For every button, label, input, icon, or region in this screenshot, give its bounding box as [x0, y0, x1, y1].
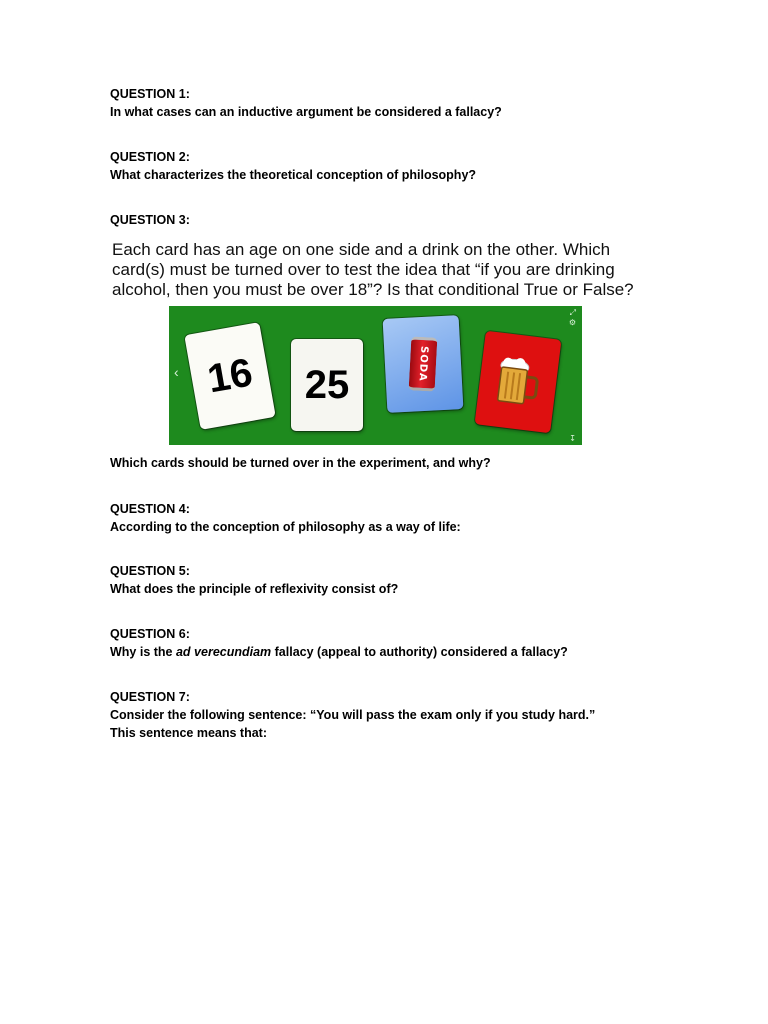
question-text: What does the principle of reflexivity consist of?	[110, 582, 399, 596]
question-3	[110, 211, 670, 229]
wason-card-figure	[110, 238, 656, 446]
card-soda[interactable]	[383, 315, 464, 413]
question-heading: QUESTION 5:	[110, 564, 190, 578]
card-age-16[interactable]	[184, 322, 276, 430]
chevron-left-icon[interactable]: ‹	[174, 364, 179, 380]
question-text	[110, 643, 670, 661]
soda-can-icon	[409, 336, 438, 391]
question-text: In what cases can an inductive argument be considered a fallacy?	[110, 105, 502, 119]
question-text: This sentence means that:	[110, 726, 267, 740]
question-2	[110, 148, 670, 184]
beer-mug-icon	[493, 354, 543, 411]
card-number: 25	[304, 362, 350, 407]
question-heading: QUESTION 2:	[110, 150, 190, 164]
question-heading: QUESTION 4:	[110, 502, 190, 516]
figure-instructions	[112, 240, 657, 300]
question-text-part: Why is the	[110, 645, 176, 659]
question-text: What characterizes the theoretical conception of philosophy?	[110, 168, 477, 182]
question-4	[110, 500, 670, 536]
question-6	[110, 625, 670, 661]
question-heading: QUESTION 1:	[110, 87, 190, 101]
expand-icon[interactable]: ⤢	[569, 308, 576, 317]
question-text: According to the conception of philosophy as a way of life:	[110, 520, 461, 534]
question-1	[110, 85, 670, 121]
question-heading: QUESTION 6:	[110, 627, 190, 641]
download-icon[interactable]: ↧	[569, 434, 576, 443]
question-text-part: fallacy (appeal to authority) considered a fallacy?	[271, 645, 568, 659]
figure-line: Each card has an age on one side and a drink on the other. Which	[112, 240, 611, 259]
question-heading: QUESTION 3:	[110, 213, 190, 227]
figure-line: card(s) must be turned over to test the idea that “if you are drinking	[112, 260, 615, 279]
card-age-25[interactable]	[291, 339, 363, 431]
question-text: Consider the following sentence: “You will pass the exam only if you study hard.”	[110, 708, 596, 722]
card-number: 16	[204, 349, 256, 402]
question-3-prompt	[110, 454, 670, 472]
question-7	[110, 688, 670, 742]
soda-label: SODA	[416, 345, 430, 383]
card-beer[interactable]	[475, 331, 562, 434]
figure-line: alcohol, then you must be over 18”? Is that conditional True or False?	[112, 280, 634, 299]
settings-icon[interactable]: ⚙	[568, 318, 576, 327]
latin-term: ad verecundiam	[175, 645, 272, 659]
question-5	[110, 562, 670, 598]
card-table-panel	[169, 306, 582, 445]
question-text: Which cards should be turned over in the experiment, and why?	[110, 456, 491, 470]
question-heading: QUESTION 7:	[110, 690, 190, 704]
